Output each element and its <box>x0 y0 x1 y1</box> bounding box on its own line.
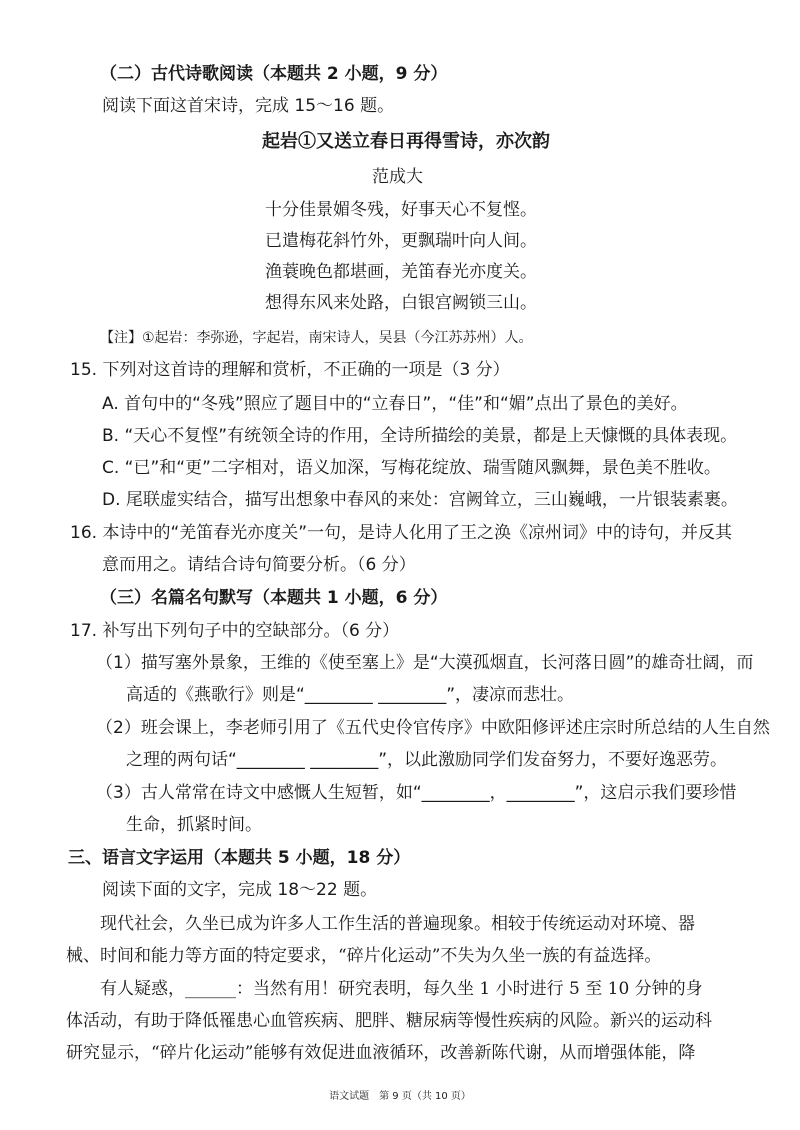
q15-option-a: A. 首句中的“冬残”照应了题目中的“立春日”，“佳”和“媚”点出了景色的美好。 <box>102 394 688 414</box>
q17-item3-line2: 生命，抓紧时间。 <box>126 815 262 835</box>
passage-line: 械、时间和能力等方面的特定要求，“碎片化运动”不失为久坐一族的有益选择。 <box>66 946 662 966</box>
section2-intro: 阅读下面这首宋诗，完成 15～16 题。 <box>102 96 395 116</box>
passage-line: 体活动，有助于降低罹患心血管疾病、肥胖、糖尿病等慢性疾病的风险。新兴的运动科 <box>66 1011 712 1031</box>
section3-heading: （三）名篇名句默写（本题共 1 小题，6 分） <box>100 588 448 608</box>
passage-line: 有人疑惑，______：当然有用！研究表明，每久坐 1 小时进行 5 至 10 分钟的身 <box>100 979 703 999</box>
poem-note: 【注】①起岩：李弥逊，字起岩，南宋诗人，吴县（今江苏苏州）人。 <box>100 330 533 346</box>
poem-line: 渔蓑晚色都堪画，羌笛春光亦度关。 <box>265 262 537 282</box>
poem-author: 范成大 <box>372 167 423 187</box>
poem-title: 起岩①又送立春日再得雪诗，亦次韵 <box>262 131 550 152</box>
q16-line2: 意而用之。请结合诗句简要分析。（6 分） <box>102 555 416 575</box>
poem-line: 想得东风来处路，白银宫阙锁三山。 <box>265 293 537 313</box>
q17-item1-line1: （1）描写塞外景象，王维的《使至塞上》是“大漠孤烟直，长河落日圆”的雄奇壮阔，而 <box>96 653 754 673</box>
q16-line1: 16. 本诗中的“羌笛春光亦度关”一句，是诗人化用了王之涣《凉州词》中的诗句，并反其 <box>70 523 733 543</box>
part3-intro: 阅读下面的文字，完成 18～22 题。 <box>102 880 378 900</box>
q15-option-d: D. 尾联虚实结合，描写出想象中春风的来处：宫阙耸立，三山巍峨，一片银装素裹。 <box>102 490 738 510</box>
page-footer: 语文试题 第 9 页（共 10 页） <box>329 1091 471 1102</box>
part3-heading: 三、语言文字运用（本题共 5 小题，18 分） <box>68 848 411 868</box>
q17-item2-line1: （2）班会课上，李老师引用了《五代史伶官传序》中欧阳修评述庄宗时所总结的人生自然 <box>96 718 770 738</box>
q15-option-b: B. “天心不复悭”有统领全诗的作用，全诗所描绘的美景，都是上天慷慨的具体表现。 <box>102 426 738 446</box>
passage-line: 现代社会，久坐已成为许多人工作生活的普遍现象。相较于传统运动对环境、器 <box>100 914 695 934</box>
passage-line: 研究显示，“碎片化运动”能够有效促进血液循环，改善新陈代谢，从而增强体能，降 <box>66 1043 696 1063</box>
q17-stem: 17. 补写出下列句子中的空缺部分。（6 分） <box>70 621 400 641</box>
q17-item2-line2: 之理的两句话“________ ________”，以此激励同学们发奋努力，不要好逸恶劳。 <box>126 750 728 770</box>
poem-line: 已遣梅花斜竹外，更飘瑞叶向人间。 <box>265 231 537 251</box>
section2-heading: （二）古代诗歌阅读（本题共 2 小题，9 分） <box>100 64 448 84</box>
q17-item3-line1: （3）古人常常在诗文中感慨人生短暂，如“________，________”，这启示我们要珍惜 <box>96 783 737 803</box>
poem-line: 十分佳景媚冬残，好事天心不复悭。 <box>265 200 537 220</box>
q15-stem: 15. 下列对这首诗的理解和赏析，不正确的一项是（3 分） <box>70 360 510 380</box>
q17-item1-line2: 高适的《燕歌行》则是“________ ________”，凄凉而悲壮。 <box>126 685 575 705</box>
q15-option-c: C. “已”和“更”二字相对，语义加深，写梅花绽放、瑞雪随风飘舞，景色美不胜收。 <box>102 458 721 478</box>
